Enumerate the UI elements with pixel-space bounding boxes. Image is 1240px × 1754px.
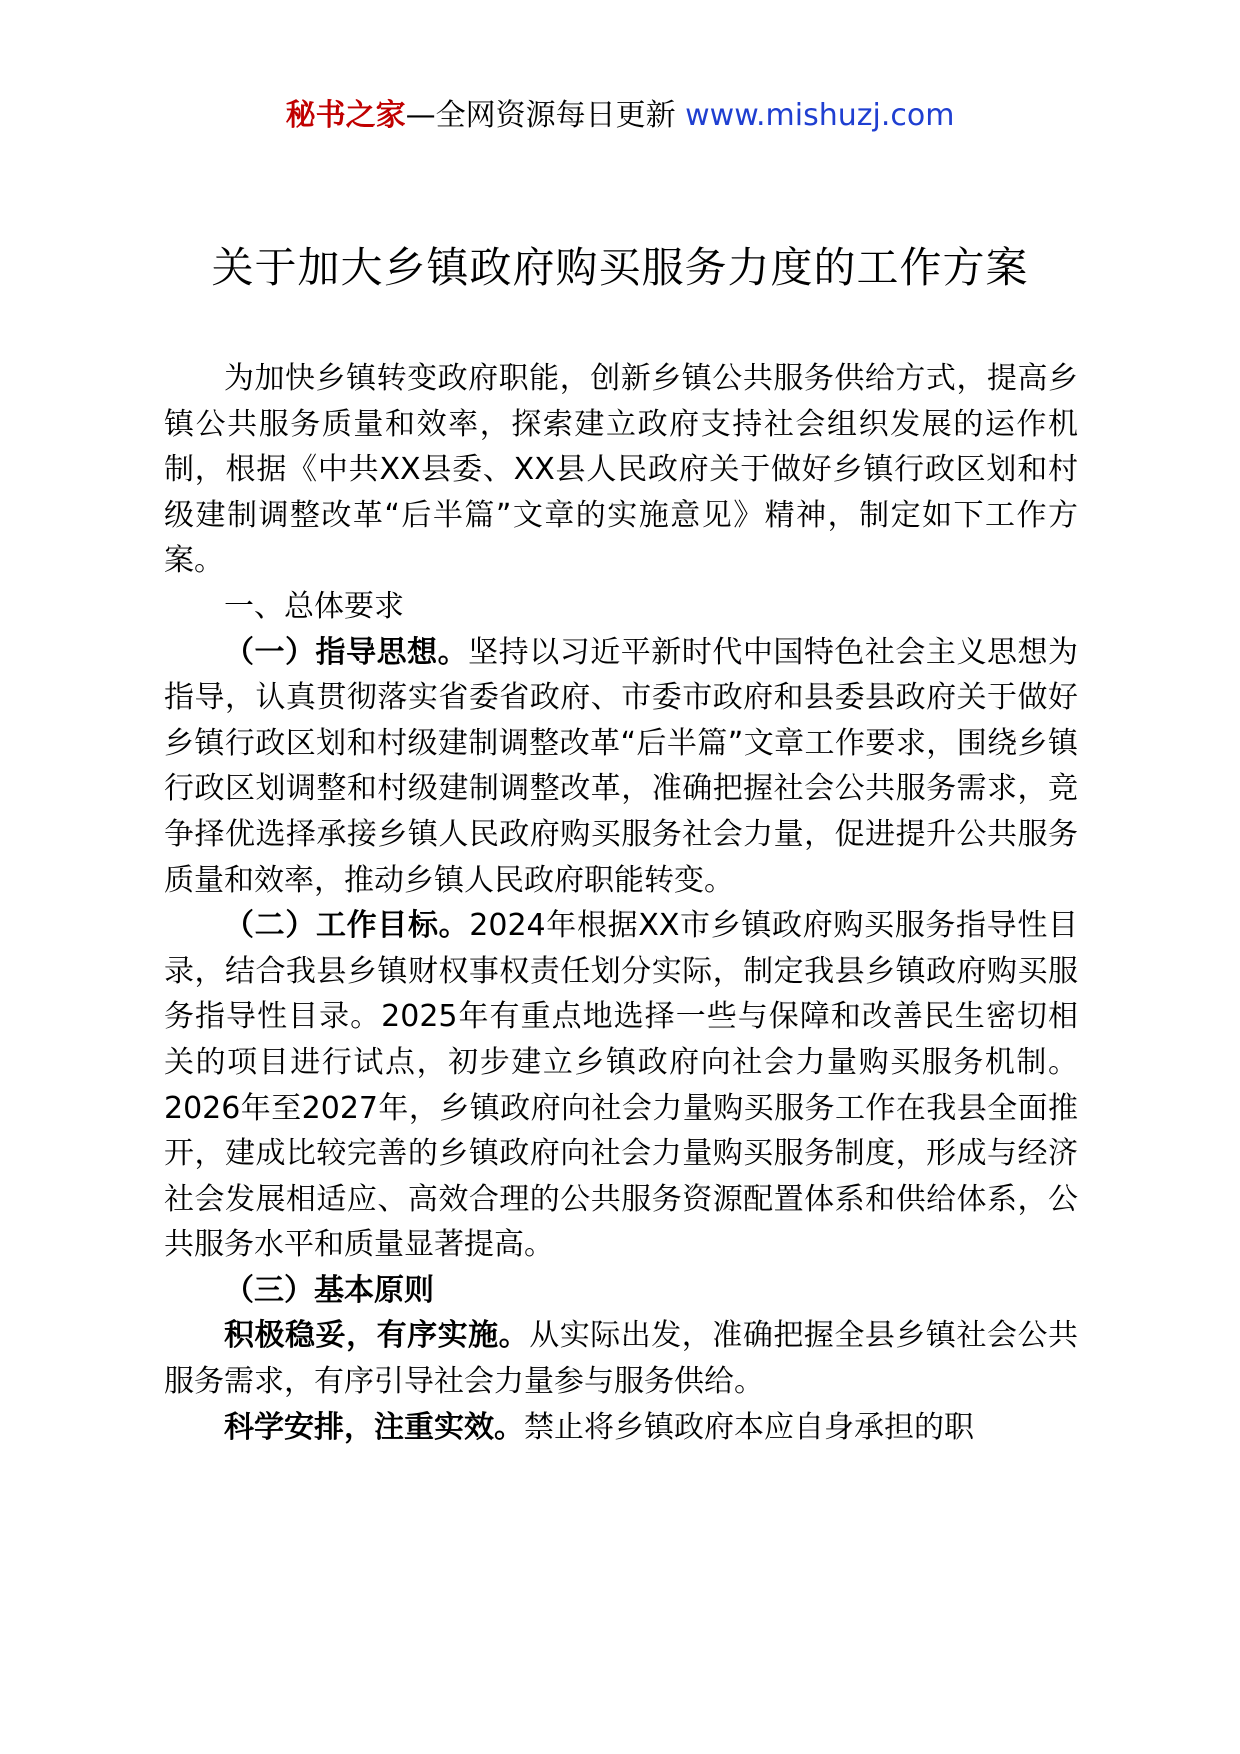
- guiding-thought-paragraph: [164, 630, 1078, 904]
- document-body: [164, 356, 1078, 1450]
- principle-scientific-heading: 科学安排，注重实效。: [224, 1409, 524, 1445]
- guiding-thought-heading: （一）指导思想。: [224, 634, 469, 670]
- work-goal-heading: （二）工作目标。: [224, 908, 470, 944]
- site-url-link[interactable]: www.mishuzj.com: [685, 98, 955, 133]
- banner-tagline: —全网资源每日更新: [405, 98, 676, 133]
- intro-paragraph: 为加快乡镇转变政府职能，创新乡镇公共服务供给方式，提高乡镇公共服务质量和效率，探索建立政府支持社会组织发展的运作机制，根据《中共XX县委、XX县人民政府关于做好乡镇行政区划和村级建制调整改革“后半篇”文章的实施意见》精神，制定如下工作方案。: [164, 361, 1078, 579]
- principle-scientific-text: 禁止将乡镇政府本应自身承担的职: [524, 1409, 974, 1445]
- principle-scientific-paragraph: [164, 1405, 1078, 1451]
- guiding-thought-text: 坚持以习近平新时代中国特色社会主义思想为指导，认真贯彻落实省委省政府、市委市政府和县委县政府关于做好乡镇行政区划和村级建制调整改革“后半篇”文章工作要求，围绕乡镇行政区划调整和村级建制调整改革，准确把握社会公共服务需求，竞争择优选择承接乡镇人民政府购买服务社会力量，促进提升公共服务质量和效率，推动乡镇人民政府职能转变。: [164, 634, 1079, 898]
- brand-name: 秘书之家: [285, 98, 406, 133]
- basic-principles-heading: （三）基本原则: [224, 1272, 434, 1308]
- principle-steady-text: 从实际出发，准确把握全县乡镇社会公共服务需求，有序引导社会力量参与服务供给。: [164, 1318, 1079, 1400]
- document-title: 关于加大乡镇政府购买服务力度的工作方案: [211, 243, 1029, 292]
- section-heading-general-requirements: 一、总体要求: [224, 588, 404, 624]
- work-goal-paragraph: [164, 903, 1078, 1268]
- principle-steady-paragraph: [164, 1313, 1078, 1404]
- work-goal-text: 2024年根据XX市乡镇政府购买服务指导性目录，结合我县乡镇财权事权责任划分实际，制定我县乡镇政府购买服务指导性目录。2025年有重点地选择一些与保障和改善民生密切相关的项目进行试点，初步建立乡镇政府向社会力量购买服务机制。2026年至2027年，乡镇政府向社会力量购买服务工作在我县全面推开，建成比较完善的乡镇政府向社会力量购买服务制度，形成与经济社会发展相适应、高效合理的公共服务资源配置体系和供给体系，公共服务水平和质量显著提高。: [164, 908, 1078, 1263]
- site-banner: [0, 96, 1240, 136]
- principle-steady-heading: 积极稳妥，有序实施。: [224, 1318, 530, 1354]
